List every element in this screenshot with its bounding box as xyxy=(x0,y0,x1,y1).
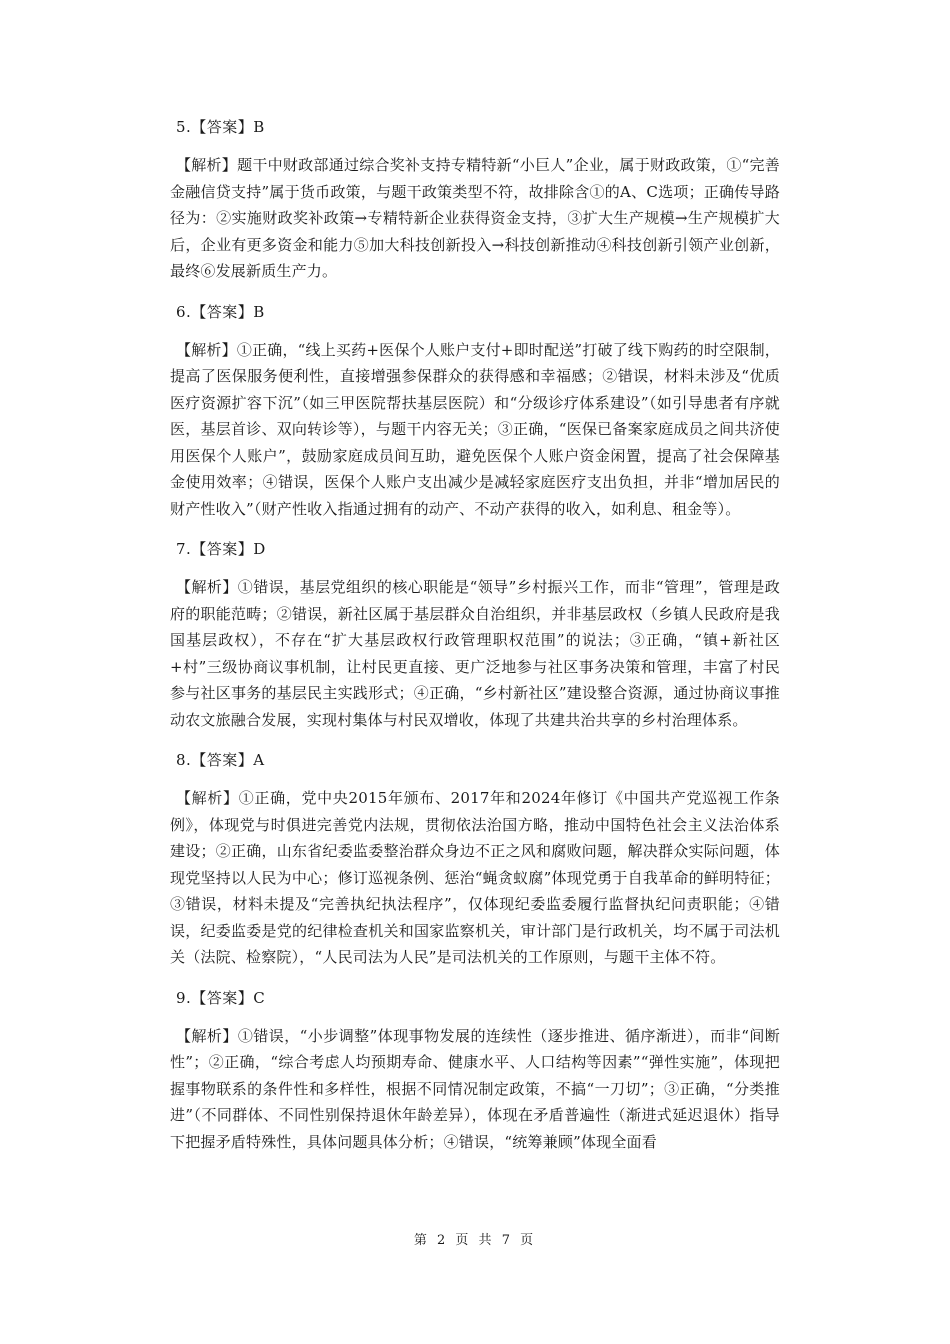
question-7 xyxy=(170,534,780,733)
question-8 xyxy=(170,745,780,971)
question-6 xyxy=(170,297,780,523)
answer-line: 9.【答案】C xyxy=(176,988,266,1007)
analysis-paragraph: 【解析】①正确，“线上买药+医保个人账户支付+即时配送”打破了线下购药的时空限制，提高了医保服务便利性，直接增强参保群众的获得感和幸福感；②错误，材料未涉及“优质医疗资源扩容下沉”（如三甲医院帮扶基层医院）和“分级诊疗体系建设”（如引导患者有序就医，基层首诊、双向转诊等），与题干内容无关；③正确，“医保已备案家庭成员之间共济使用医保个人账户”，鼓励家庭成员间互助，避免医保个人账户资金闲置，提高了社会保障基金使用效率；④错误，医保个人账户支出减少是减轻家庭医疗支出负担，并非“增加居民的财产性收入”（财产性收入指通过拥有的动产、不动产获得的收入，如利息、租金等）。 xyxy=(170,340,780,518)
question-5 xyxy=(170,112,780,285)
analysis-paragraph: 【解析】①错误，“小步调整”体现事物发展的连续性（逐步推进、循序渐进），而非“间断性”；②正确，“综合考虑人均预期寿命、健康水平、人口结构等因素”“弹性实施”，体现把握事物联系的条件性和多样性，根据不同情况制定政策，不搞“一刀切”；③正确，“分类推进”（不同群体、不同性别保持退休年龄差异），体现在矛盾普遍性（渐进式延迟退休）指导下把握矛盾特殊性，具体问题具体分析；④错误，“统筹兼顾”体现全面看 xyxy=(170,1026,780,1151)
page-footer: 第 2 页 共 7 页 xyxy=(413,1233,537,1248)
answer-line: 8.【答案】A xyxy=(176,751,265,769)
question-9 xyxy=(170,983,780,1156)
analysis-paragraph: 【解析】①正确，党中央2015年颁布、2017年和2024年修订《中国共产党巡视工作条例》，体现党与时俱进完善党内法规，贯彻依法治国方略，推动中国特色社会主义法治体系建设；②正确，山东省纪委监委整治群众身边不正之风和腐败问题，解决群众实际问题，体现党坚持以人民为中心；修订巡视条例、惩治“蝇贪蚁腐”体现党勇于自我革命的鲜明特征；③错误，材料未提及“完善执纪执法程序”，仅体现纪委监委履行监督执纪问责职能；④错误，纪委监委是党的纪律检查机关和国家监察机关，审计部门是行政机关，均不属于司法机关（法院、检察院），“人民司法为人民”是司法机关的工作原则，与题干主体不符。 xyxy=(170,789,780,966)
document-content xyxy=(170,112,780,1167)
analysis-paragraph: 【解析】题干中财政部通过综合奖补支持专精特新“小巨人”企业，属于财政政策，①“完善金融信贷支持”属于货币政策，与题干政策类型不符，故排除含①的A、C选项；正确传导路径为：②实施财政奖补政策→专精特新企业获得资金支持，③扩大生产规模→生产规模扩大后，企业有更多资金和能力⑤加大科技创新投入→科技创新推动④科技创新引领产业创新，最终⑥发展新质生产力。 xyxy=(170,156,780,280)
answer-line: 7.【答案】D xyxy=(176,540,266,558)
analysis-paragraph: 【解析】①错误，基层党组织的核心职能是“领导”乡村振兴工作，而非“管理”，管理是政府的职能范畴；②错误，新社区属于基层群众自治组织，并非基层政权（乡镇人民政府是我国基层政权），不存在“扩大基层政权行政管理职权范围”的说法；③正确，“镇+新社区+村”三级协商议事机制，让村民更直接、更广泛地参与社区事务决策和管理，丰富了村民参与社区事务的基层民主实践形式；④正确，“乡村新社区”建设整合资源，通过协商议事推动农文旅融合发展，实现村集体与村民双增收，体现了共建共治共享的乡村治理体系。 xyxy=(170,578,780,729)
answer-line: 5.【答案】B xyxy=(176,118,265,136)
answer-line: 6.【答案】B xyxy=(176,302,265,321)
